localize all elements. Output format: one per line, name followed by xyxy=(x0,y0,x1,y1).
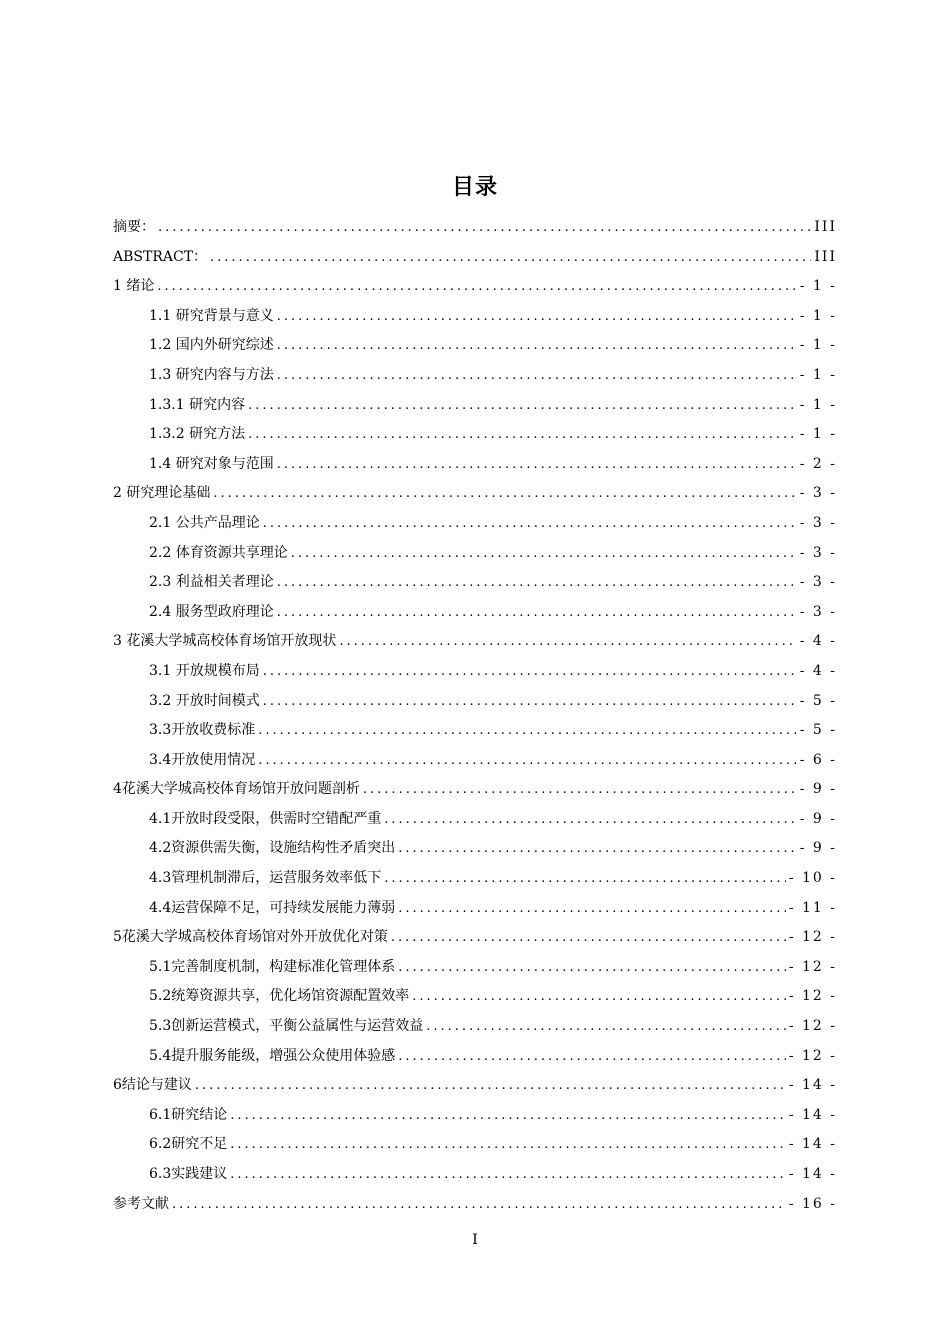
toc-entry-label: 1.4 研究对象与范围 xyxy=(149,455,274,472)
toc-entry[interactable] xyxy=(113,302,837,332)
toc-dot-leader xyxy=(277,450,797,480)
toc-entry[interactable] xyxy=(113,420,837,450)
toc-entry-page-number: - 12 - xyxy=(788,958,837,975)
toc-entry-page-number: - 1 - xyxy=(799,337,837,354)
toc-title: 目录 xyxy=(451,175,498,200)
toc-entry-label: 5.2统筹资源共享，优化场馆资源配置效率 xyxy=(149,988,410,1005)
toc-dot-leader xyxy=(277,361,797,391)
toc-dot-leader xyxy=(158,213,811,243)
toc-entry-label: 1.3 研究内容与方法 xyxy=(149,366,274,383)
toc-entry-label: 4花溪大学城高校体育场馆开放问题剖析 xyxy=(113,781,360,798)
toc-entry-page-number: - 16 - xyxy=(788,1195,837,1212)
toc-entry[interactable] xyxy=(113,243,837,273)
toc-entry-page-number: - 4 - xyxy=(799,662,837,679)
toc-entry-label: 1.2 国内外研究综述 xyxy=(149,337,274,354)
toc-entry-page-number: - 9 - xyxy=(799,840,837,857)
toc-entry-label: 1.3.1 研究内容 xyxy=(149,396,246,413)
toc-entry[interactable] xyxy=(113,391,837,421)
toc-entry-page-number: - 1 - xyxy=(799,278,837,295)
toc-dot-leader xyxy=(384,864,786,894)
toc-dot-leader xyxy=(277,331,797,361)
toc-entry[interactable] xyxy=(113,1190,837,1220)
toc-entry[interactable] xyxy=(113,450,837,480)
toc-entry-page-number: - 3 - xyxy=(799,603,837,620)
toc-dot-leader xyxy=(412,982,786,1012)
toc-entry[interactable] xyxy=(113,539,837,569)
toc-dot-leader xyxy=(291,539,797,569)
toc-entry[interactable] xyxy=(113,923,837,953)
toc-entry-page-number: - 9 - xyxy=(799,781,837,798)
toc-entry-label: 1.1 研究背景与意义 xyxy=(149,307,274,324)
toc-entry-label: 5.1完善制度机制，构建标准化管理体系 xyxy=(149,958,396,975)
toc-dot-leader xyxy=(398,834,796,864)
toc-entry-page-number: - 1 - xyxy=(799,366,837,383)
toc-entry-label: 6.3实践建议 xyxy=(149,1166,228,1182)
toc-entry-page-number: - 3 - xyxy=(799,514,837,531)
toc-entry-label: 3.4开放使用情况 xyxy=(149,751,256,768)
toc-entry-label: 6.1研究结论 xyxy=(149,1106,228,1123)
toc-entry[interactable] xyxy=(113,834,837,864)
toc-entry-label: 4.3管理机制滞后，运营服务效率低下 xyxy=(149,870,382,887)
toc-dot-leader xyxy=(363,775,797,805)
toc-entry[interactable] xyxy=(113,805,837,835)
toc-entry-label: 3.3开放收费标准 xyxy=(149,722,256,739)
toc-entry[interactable] xyxy=(113,598,837,628)
toc-entry-label: 3.2 开放时间模式 xyxy=(149,692,260,709)
toc-entry[interactable] xyxy=(113,361,837,391)
toc-entry-label: 5.4提升服务能级，增强公众使用体验感 xyxy=(149,1047,396,1064)
toc-dot-leader xyxy=(230,1160,786,1190)
toc-entry-page-number: - 14 - xyxy=(788,1077,837,1094)
toc-entry-page-number: - 12 - xyxy=(788,1018,837,1035)
toc-dot-leader xyxy=(277,568,797,598)
toc-entry-page-number: - 14 - xyxy=(788,1166,837,1182)
toc-entry-label: 2 研究理论基础 xyxy=(113,485,211,502)
toc-dot-leader xyxy=(172,1190,786,1220)
toc-entry[interactable] xyxy=(113,331,837,361)
toc-entry-label: 1 绪论 xyxy=(113,278,155,295)
toc-dot-leader xyxy=(230,1101,786,1131)
toc-entry-label: 1.3.2 研究方法 xyxy=(149,426,246,443)
toc-entry-page-number: - 2 - xyxy=(799,455,837,472)
toc-entry[interactable] xyxy=(113,627,837,657)
toc-entry-page-number: - 12 - xyxy=(788,988,837,1005)
toc-entry-page-number: - 1 - xyxy=(799,426,837,443)
toc-entry-page-number: - 5 - xyxy=(799,692,837,709)
toc-entry[interactable] xyxy=(113,1012,837,1042)
toc-entry-page-number: - 5 - xyxy=(799,722,837,739)
toc-entry-page-number: - 14 - xyxy=(788,1136,837,1153)
toc-entry[interactable] xyxy=(113,568,837,598)
toc-entry[interactable] xyxy=(113,1130,837,1160)
toc-entry[interactable] xyxy=(113,953,837,983)
toc-dot-leader xyxy=(258,716,796,746)
toc-entry[interactable] xyxy=(113,1042,837,1072)
toc-entry-page-number: III xyxy=(814,219,837,235)
toc-entry-label: 6结论与建议 xyxy=(113,1077,192,1094)
toc-entry-page-number: - 11 - xyxy=(788,899,837,916)
toc-entry-page-number: - 9 - xyxy=(799,810,837,827)
toc-dot-leader xyxy=(398,1042,786,1072)
toc-dot-leader xyxy=(210,243,811,273)
toc-dot-leader xyxy=(248,420,797,450)
toc-entry-label: 3.1 开放规模布局 xyxy=(149,662,260,679)
toc-dot-leader xyxy=(157,272,796,302)
toc-dot-leader xyxy=(213,479,796,509)
toc-entry-page-number: - 3 - xyxy=(799,485,837,502)
toc-entry[interactable] xyxy=(113,894,837,924)
toc-entry[interactable] xyxy=(113,716,837,746)
toc-dot-leader xyxy=(426,1012,786,1042)
toc-dot-leader xyxy=(195,1071,786,1101)
toc-entry-label: 6.2研究不足 xyxy=(149,1136,228,1153)
toc-entry-label: 参考文献 xyxy=(113,1195,169,1212)
toc-entry-page-number: III xyxy=(814,248,837,265)
toc-entry-label: 4.2资源供需失衡，设施结构性矛盾突出 xyxy=(149,840,396,857)
toc-entry[interactable] xyxy=(113,687,837,717)
toc-entry-label: 摘要： xyxy=(113,219,155,235)
toc-entry-label: 2.4 服务型政府理论 xyxy=(149,603,274,620)
toc-entry-label: 3 花溪大学城高校体育场馆开放现状 xyxy=(113,633,337,650)
toc-entry-label: 5花溪大学城高校体育场馆对外开放优化对策 xyxy=(113,929,388,946)
toc-dot-leader xyxy=(263,687,797,717)
toc-dot-leader xyxy=(248,391,797,421)
toc-entry-page-number: - 14 - xyxy=(788,1106,837,1123)
toc-entry-page-number: - 1 - xyxy=(799,307,837,324)
toc-entry-label: 2.3 利益相关者理论 xyxy=(149,574,274,591)
toc-entry[interactable] xyxy=(113,775,837,805)
toc-entry[interactable] xyxy=(113,509,837,539)
toc-dot-leader xyxy=(398,953,786,983)
toc-entry-page-number: - 6 - xyxy=(799,751,837,768)
toc-entry-label: 2.1 公共产品理论 xyxy=(149,514,260,531)
toc-dot-leader xyxy=(230,1130,786,1160)
toc-entry-label: 4.4运营保障不足，可持续发展能力薄弱 xyxy=(149,899,396,916)
toc-entry[interactable] xyxy=(113,1160,837,1190)
toc-dot-leader xyxy=(258,746,796,776)
toc-entry-label: 2.2 体育资源共享理论 xyxy=(149,544,288,561)
toc-dot-leader xyxy=(277,302,797,332)
toc-entry[interactable] xyxy=(113,1101,837,1131)
toc-entry-page-number: - 3 - xyxy=(799,574,837,591)
toc-entry-page-number: - 12 - xyxy=(788,1047,837,1064)
page-number: I xyxy=(472,1232,478,1248)
toc-entry-page-number: - 1 - xyxy=(799,396,837,413)
toc-entry-page-number: - 12 - xyxy=(788,929,837,946)
toc-entry[interactable] xyxy=(113,746,837,776)
toc-entry-label: ABSTRACT： xyxy=(113,248,208,265)
toc-dot-leader xyxy=(398,894,786,924)
toc-entry-page-number: - 4 - xyxy=(799,633,837,650)
toc-entry[interactable] xyxy=(113,272,837,302)
toc-entry-label: 4.1开放时段受限，供需时空错配严重 xyxy=(149,810,382,827)
toc-entry[interactable] xyxy=(113,657,837,687)
toc-entry[interactable] xyxy=(113,1071,837,1101)
toc-entry-page-number: - 3 - xyxy=(799,544,837,561)
toc-entry[interactable] xyxy=(113,864,837,894)
toc-dot-leader xyxy=(277,598,797,628)
toc-dot-leader xyxy=(339,627,796,657)
toc-entry-page-number: - 10 - xyxy=(788,870,837,887)
toc-entry[interactable] xyxy=(113,982,837,1012)
toc-entry[interactable] xyxy=(113,479,837,509)
table-of-contents xyxy=(113,213,837,1219)
toc-entry-label: 5.3创新运营模式，平衡公益属性与运营效益 xyxy=(149,1018,424,1035)
toc-entry[interactable] xyxy=(113,213,837,243)
toc-dot-leader xyxy=(263,657,797,687)
toc-dot-leader xyxy=(384,805,796,835)
toc-dot-leader xyxy=(263,509,797,539)
toc-dot-leader xyxy=(391,923,786,953)
